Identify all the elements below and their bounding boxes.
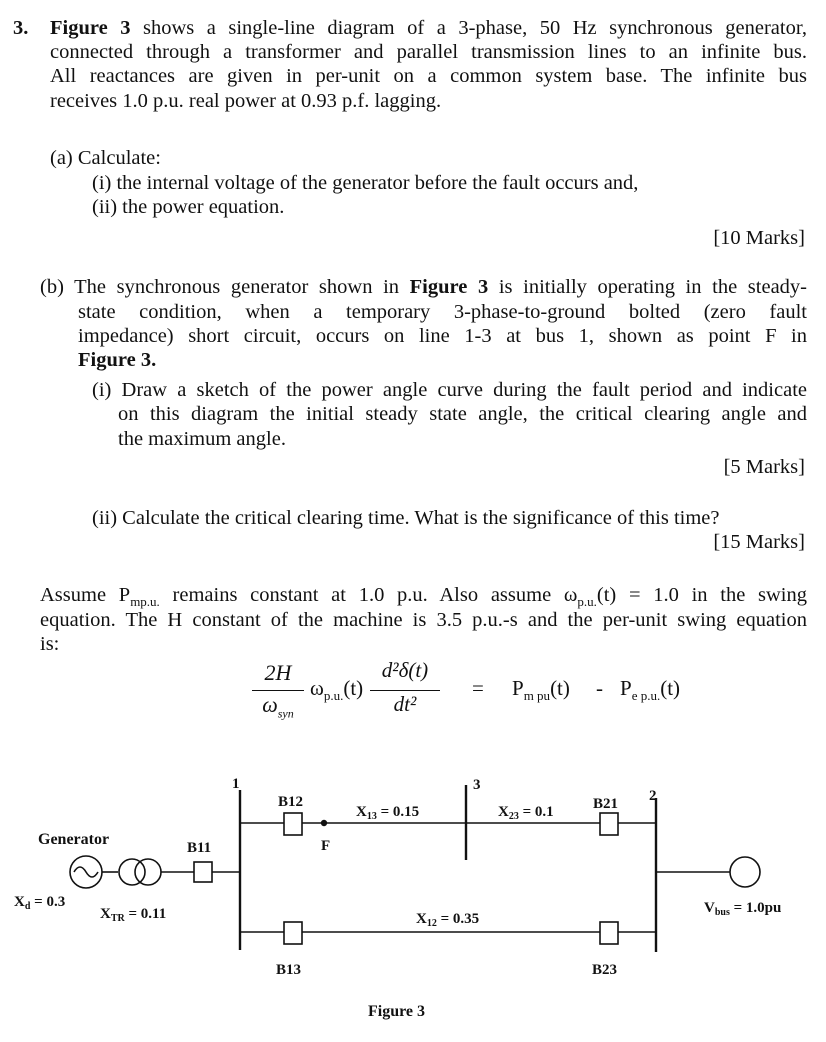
transformer-coil-1 — [119, 859, 145, 885]
part-b-i-line-3: the maximum angle. — [118, 428, 286, 450]
b23-label: B23 — [592, 962, 618, 978]
assume-sub-2: p.u. — [577, 594, 597, 610]
eq-den-1-sub: syn — [277, 706, 294, 721]
eq-equals: = — [472, 676, 484, 700]
figure-ref-b: Figure 3 — [409, 276, 489, 298]
eq-pe — [620, 676, 680, 704]
intro-line-1 — [50, 16, 807, 40]
part-b-line-4: Figure 3. — [78, 349, 157, 371]
question-number: 3. — [13, 17, 29, 39]
transformer-coil-2 — [135, 859, 161, 885]
single-line-diagram — [0, 760, 826, 1042]
x13-label: $X_{13} = 0.15$ — [356, 804, 420, 822]
b11-label: B11 — [187, 840, 212, 856]
part-a-i: (i) the internal voltage of the generator before the fault occurs and, — [92, 172, 639, 194]
eq-omega — [310, 676, 363, 704]
eq-den-1 — [252, 692, 304, 721]
eq-omega-t: (t) — [343, 676, 364, 700]
breaker-b11 — [194, 862, 212, 882]
part-b-line-2: state condition, when a temporary 3-phase-to-ground bolted (zero fault — [78, 301, 807, 323]
eq-pm-t: (t) — [550, 676, 570, 700]
assume-line-3: is: — [40, 633, 60, 655]
part-b-line-3: impedance) short circuit, occurs on line 1-3 at bus 1, shown as point F in — [78, 325, 807, 347]
breaker-b21 — [600, 813, 618, 835]
part-b-ii-line-1: (ii) Calculate the critical clearing time. What is the significance of this time? — [92, 507, 720, 529]
part-a-label: (a) Calculate: — [50, 147, 161, 169]
assume-line-2: equation. The H constant of the machine is 3.5 p.u.-s and the per-unit swing equation — [40, 609, 807, 631]
eq-pm-sub: m pu — [523, 688, 551, 704]
intro-text-1: shows a single-line diagram of a 3-phase, 50 Hz synchronous generator, — [142, 17, 807, 39]
eq-pm-sym: P — [512, 676, 524, 700]
assume-text-b: remains constant at 1.0 p.u. Also assume ω — [159, 584, 578, 606]
fault-label: F — [321, 838, 331, 854]
eq-minus: - — [596, 676, 603, 700]
breaker-b13 — [284, 922, 302, 944]
xd-label: $X_d = 0.3$ — [14, 894, 66, 912]
part-b-i-line-1: (i) Draw a sketch of the power angle curve during the fault period and indicate — [92, 379, 807, 401]
x23-label: $X_{23} = 0.1$ — [498, 804, 554, 822]
eq-num-2: d²δ(t) — [381, 658, 429, 682]
b13-label: B13 — [276, 962, 302, 978]
generator-label: Generator — [38, 831, 110, 848]
eq-den-1-omega: ω — [262, 692, 278, 717]
eq-omega-sub: p.u. — [323, 688, 344, 704]
part-a-ii: (ii) the power equation. — [92, 196, 285, 218]
assume-text-c: (t) = 1.0 in the swing — [596, 584, 807, 606]
intro-line-3: All reactances are given in per-unit on a common system base. The infinite bus — [50, 65, 807, 87]
part-b-i-marks: [5 Marks] — [723, 456, 805, 478]
eq-pe-t: (t) — [660, 676, 681, 700]
part-b-ii-marks: [15 Marks] — [713, 531, 805, 553]
infinite-bus-symbol — [730, 857, 760, 887]
part-b-text-1b: is initially operating in the steady- — [488, 276, 807, 298]
part-a-marks: [10 Marks] — [713, 227, 805, 249]
bus-3-label: 3 — [473, 777, 481, 793]
intro-line-2: connected through a transformer and parallel transmission lines to an infinite bus. — [50, 41, 807, 63]
b21-label: B21 — [593, 796, 619, 812]
figure-caption: Figure 3 — [368, 1003, 426, 1020]
fault-point — [321, 820, 327, 826]
x12-label: $X_{12} = 0.35$ — [416, 911, 480, 929]
part-b-i-line-2: on this diagram the initial steady state angle, the critical clearing angle and — [118, 403, 807, 425]
eq-omega-sym: ω — [310, 676, 324, 700]
assume-text-a: Assume P — [40, 584, 131, 606]
figure-ref: Figure 3 — [50, 17, 131, 39]
xtr-label: $X_{TR} = 0.11$ — [100, 906, 167, 924]
eq-pe-sym: P — [620, 676, 632, 700]
assume-sub-1: mp.u. — [130, 594, 160, 610]
generator-sine — [74, 867, 98, 877]
intro-line-4: receives 1.0 p.u. real power at 0.93 p.f. lagging. — [50, 90, 442, 112]
vbus-label: $V_{bus} = 1.0pu$ — [704, 900, 782, 918]
breaker-b23 — [600, 922, 618, 944]
bus-1-label: 1 — [232, 776, 240, 792]
eq-pm — [512, 676, 570, 704]
part-b-text-1a: (b) The synchronous generator shown in — [40, 276, 410, 298]
b12-label: B12 — [278, 794, 304, 810]
bus-2-label: 2 — [649, 788, 657, 804]
eq-num-1: 2H — [264, 660, 292, 685]
eq-pe-sub: e p.u. — [631, 688, 661, 704]
breaker-b12 — [284, 813, 302, 835]
part-b-line-1 — [40, 275, 807, 299]
eq-den-2: dt² — [393, 692, 417, 716]
